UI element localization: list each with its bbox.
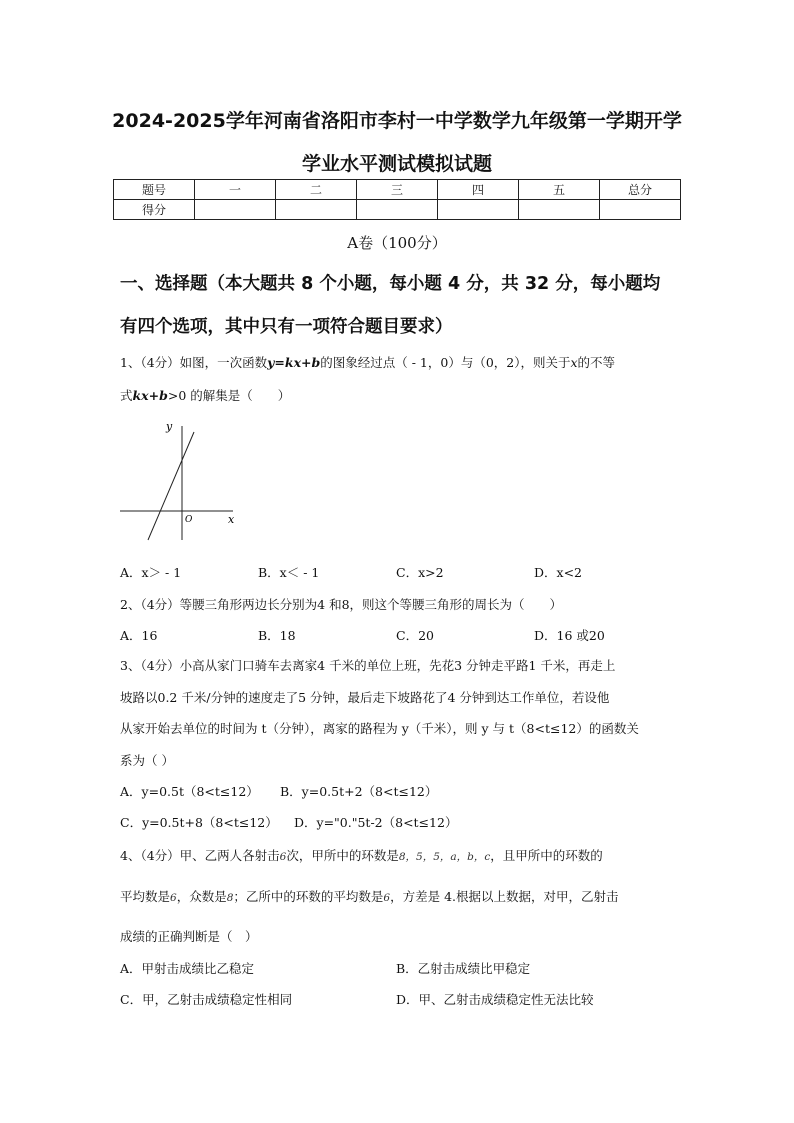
- q2-option-c[interactable]: C．20: [396, 628, 434, 643]
- score-input-cell[interactable]: [438, 200, 519, 220]
- q4-option-a[interactable]: A．甲射击成绩比乙稳定: [120, 961, 255, 976]
- q4-line2: [120, 887, 619, 905]
- q4-text: 平均数是: [120, 889, 171, 904]
- q4-text: ，方差是 4.根据以上数据，对甲，乙射击: [390, 889, 619, 904]
- score-header-cell: 一: [195, 180, 276, 200]
- origin-label: O: [185, 515, 193, 525]
- q1-line2: [120, 386, 290, 404]
- q3-line3: 从家开始去单位的时间为 t（分钟），离家的路程为 y（千米），则 y 与 t（8<t≤12）的函数关: [120, 721, 639, 736]
- q4-scores: 8，5，5，a，b，c: [398, 851, 491, 863]
- score-header-cell: 总分: [600, 180, 681, 200]
- q2-option-b[interactable]: B．18: [258, 628, 296, 643]
- exam-title-line2: 学业水平测试模拟试题: [301, 153, 492, 175]
- q1-graph: [118, 418, 243, 546]
- score-header-cell: 三: [357, 180, 438, 200]
- q1-option-d[interactable]: D．x<2: [534, 565, 582, 580]
- q1-function: y=kx+b: [267, 355, 321, 370]
- q1-option-a[interactable]: A．x＞ - 1: [120, 565, 182, 580]
- q3-option-d[interactable]: D．y="0."5t-2（8<t≤12）: [294, 815, 458, 830]
- score-input-cell[interactable]: [276, 200, 357, 220]
- x-axis-label: x: [228, 513, 235, 526]
- section-a-heading: A卷（100分）: [347, 234, 447, 252]
- q2-option-a[interactable]: A．16: [120, 628, 158, 643]
- exam-title-line1: 2024-2025学年河南省洛阳市李村一中学数学九年级第一学期开学: [112, 110, 682, 132]
- score-row-label: 得分: [114, 200, 195, 220]
- q4-number: 8: [226, 892, 234, 904]
- q1-line1: [120, 353, 615, 371]
- q4-number: 6: [383, 892, 391, 904]
- q4-number: 6: [279, 851, 287, 863]
- score-input-cell[interactable]: [519, 200, 600, 220]
- q4-text: 4、（4分）甲、乙两人各射击: [120, 848, 280, 863]
- q1-text: 的图象经过点（ - 1，0）与（0，2），则关于: [320, 355, 571, 370]
- score-table-header-row: [114, 180, 681, 200]
- q1-option-b[interactable]: B．x＜ - 1: [258, 565, 320, 580]
- q3-line4: 系为（ ）: [120, 753, 174, 768]
- q4-text: 次，甲所中的环数是: [286, 848, 399, 863]
- q3-option-a[interactable]: A．y=0.5t（8<t≤12）: [120, 784, 259, 799]
- q3-line1: 3、（4分）小高从家门口骑车去离家4 千米的单位上班，先花3 分钟走平路1 千米，再走上: [120, 658, 616, 673]
- section1-heading-line2: 有四个选项，其中只有一项符合题目要求）: [120, 317, 453, 337]
- q4-text: ；乙所中的环数的平均数是: [233, 889, 384, 904]
- q2-option-d[interactable]: D．16 或20: [534, 628, 605, 643]
- q4-option-b[interactable]: B．乙射击成绩比甲稳定: [396, 961, 531, 976]
- score-header-cell: 题号: [114, 180, 195, 200]
- q4-option-c[interactable]: C．甲，乙射击成绩稳定性相同: [120, 992, 293, 1007]
- score-input-cell[interactable]: [600, 200, 681, 220]
- q2-text: 2、（4分）等腰三角形两边长分别为4 和8，则这个等腰三角形的周长为（ ）: [120, 597, 563, 612]
- q1-text: 的不等: [577, 355, 616, 370]
- q3-option-b[interactable]: B．y=0.5t+2（8<t≤12）: [280, 784, 438, 799]
- q4-text: ，众数是: [176, 889, 227, 904]
- score-input-cell[interactable]: [357, 200, 438, 220]
- q4-line1: [120, 846, 603, 864]
- score-table: [113, 179, 681, 220]
- y-axis-label: y: [166, 420, 173, 433]
- q4-text: ，且甲所中的环数的: [490, 848, 603, 863]
- q1-text: 式: [120, 388, 133, 403]
- score-header-cell: 二: [276, 180, 357, 200]
- q3-option-c[interactable]: C．y=0.5t+8（8<t≤12）: [120, 815, 278, 830]
- q1-text: >0 的解集是（ ）: [167, 388, 291, 403]
- q4-option-d[interactable]: D．甲、乙射击成绩稳定性无法比较: [396, 992, 594, 1007]
- score-table-score-row: [114, 200, 681, 220]
- q3-line2: 坡路以0.2 千米/分钟的速度走了5 分钟，最后走下坡路花了4 分钟到达工作单位，若设他: [120, 690, 610, 705]
- q1-var: x: [570, 355, 578, 370]
- section1-heading-line1: 一、选择题（本大题共 8 个小题，每小题 4 分，共 32 分，每小题均: [120, 274, 661, 294]
- score-header-cell: 五: [519, 180, 600, 200]
- q1-option-c[interactable]: C．x>2: [396, 565, 444, 580]
- q1-expression: kx+b: [132, 388, 168, 403]
- score-input-cell[interactable]: [195, 200, 276, 220]
- score-header-cell: 四: [438, 180, 519, 200]
- q4-line3: 成绩的正确判断是（ ）: [120, 929, 258, 944]
- q4-number: 6: [170, 892, 177, 904]
- q1-text: 1、（4分）如图，一次函数: [120, 355, 268, 370]
